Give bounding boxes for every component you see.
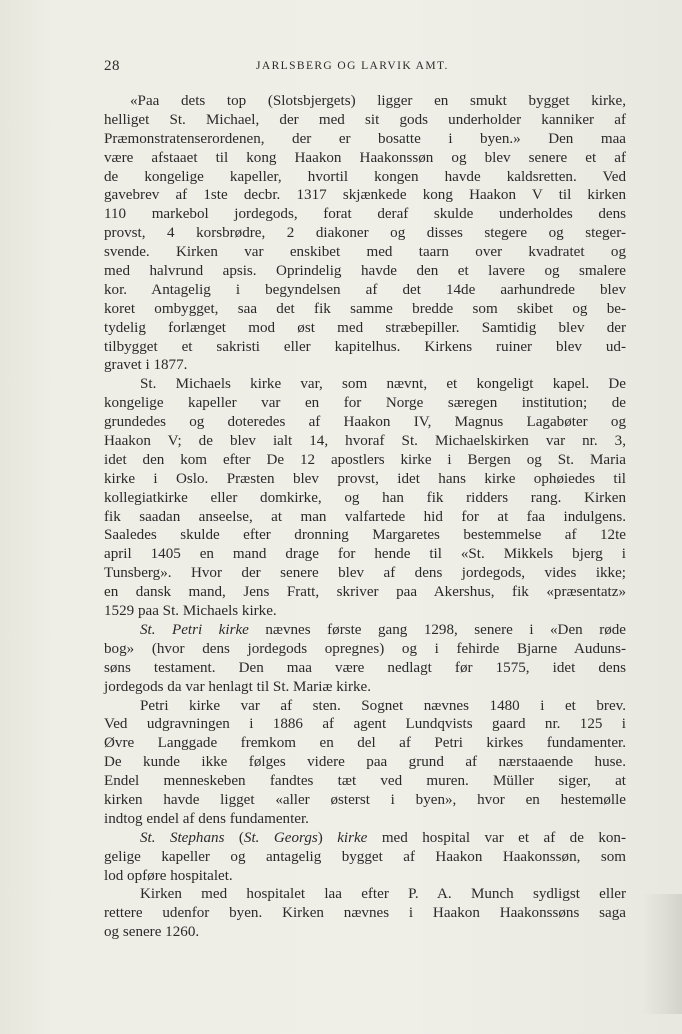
text-line: helliget St. Michael, der med sit gods underholder kanniker af [104, 111, 626, 128]
text-line: Øvre Langgade fremkom en del af Petri kirkes fundamenter. [104, 735, 626, 752]
text-line: tydelig forlænget mod øst med stræbepiller. Samtidig blev der [104, 319, 626, 336]
text-line: Kirken med hospitalet laa efter P. A. Munch sydligst eller [140, 886, 626, 903]
text-line: koret ombygget, saa det fik samme bredde som skibet og be- [104, 300, 626, 317]
text-line: fik saadan anseelse, at man valfartede hid for at faa indulgens. [104, 508, 626, 525]
page-number: 28 [104, 58, 120, 74]
text-line: St. Michaels kirke var, som nævnt, et kongeligt kapel. De [140, 376, 626, 393]
church-name-stephans: St. Stephans [140, 829, 225, 846]
text-line: og senere 1260. [104, 924, 200, 941]
church-name-petri: St. Petri kirke [140, 621, 249, 638]
running-title: JARLSBERG OG LARVIK AMT. [256, 60, 449, 72]
text-line: Præmonstratenserordenen, der er bosatte i byen.» Den maa [104, 130, 626, 147]
text-line: med halvrund apsis. Oprindelig havde den et lavere og smalere [104, 263, 626, 280]
text-line: Tunsberg». Hvor der senere blev af dens jordegods, vides ikke; [104, 565, 626, 582]
text-line: kor. Antagelig i begyndelsen af det 14de aarhundrede blev [104, 281, 626, 298]
text-line: Haakon V; de blev ialt 14, hvoraf St. Michaelskirken var nr. 3, [104, 433, 626, 450]
text-line: «Paa dets top (Slotsbjergets) ligger en smukt bygget kirke, [130, 93, 626, 109]
text-line: grundedes og doteredes af Haakon IV, Magnus Lagabøter og [104, 414, 626, 431]
text-line: de kongelige kapeller, hvortil kongen havde kaldsretten. Ved [104, 168, 626, 185]
page-header [104, 58, 624, 78]
text-line: jordegods da var henlagt til St. Mariæ kirke. [104, 678, 372, 695]
text-line: svende. Kirken var enskibet med taarn over kvadratet og [104, 244, 626, 261]
text-line: gelige kapeller og antagelig bygget af Haakon Haakonssøn, som [104, 848, 626, 865]
page-edge-shadow [642, 894, 682, 1014]
text-line: kongelige kapeller var en for Norge særegen institution; de [104, 395, 626, 412]
text-line: rettere udenfor byen. Kirken nævnes i Haakon Haakonssøns saga [104, 905, 626, 922]
text-line: søns testament. Den maa være nedlagt før 1575, idet dens [104, 659, 626, 676]
text-line: være afstaaet til kong Haakon Haakonssøn og blev senere et af [104, 149, 626, 166]
text-line: gravet i 1877. [104, 357, 188, 374]
text-line: tilbygget et sakristi eller kapitelhus. Kirkens ruiner blev ud- [104, 338, 626, 355]
text-line: kirke i Oslo. Præsten blev provst, idet hans kirke ophøiedes til [104, 470, 626, 487]
text-line: indtog endel af dens fundamenter. [104, 810, 309, 827]
text-line: april 1405 en mand drage for hende til «St. Mikkels bjerg i [104, 546, 626, 563]
text-line: gavebrev af 1ste decbr. 1317 skjænkede kong Haakon V til kirken [104, 187, 626, 204]
text-line: bog» (hvor dens jordegods opregnes) og i fehirde Bjarne Auduns- [104, 640, 626, 657]
text-line: idet den kom efter De 12 apostlers kirke i Bergen og St. Maria [104, 451, 626, 468]
text-line: 1529 paa St. Michaels kirke. [104, 603, 277, 620]
text-line: lod opføre hospitalet. [104, 867, 233, 884]
body-text [104, 92, 626, 942]
text-line: De kunde ikke følges videre paa grund af nærstaaende huse. [104, 754, 626, 771]
text-line: Saaledes skulde efter dronning Margaretes bestemmelse af 12te [104, 527, 626, 544]
text-line: Ved udgravningen i 1886 af agent Lundqvists gaard nr. 125 i [104, 716, 626, 733]
text-line: St. Petri kirke nævnes første gang 1298, senere i «Den røde [140, 621, 627, 638]
text-line: provst, 4 korsbrødre, 2 diakoner og disses stegere og steger- [104, 225, 626, 242]
text-line: Endel menneskeben fandtes tæt ved muren. Müller siger, at [104, 773, 626, 790]
text-line: 110 markebol jordegods, forat deraf skulde underholdes dens [104, 206, 626, 223]
text-line: St. Stephans (St. Georgs) kirke med hospital var et af de kon- [140, 829, 626, 846]
text-line: kirken havde ligget «aller østerst i byen», hvor en hestemølle [104, 791, 626, 808]
text-line: Petri kirke var af sten. Sognet nævnes 1480 i et brev. [140, 697, 626, 714]
text-line: kollegiatkirke eller domkirke, og han fik ridders rang. Kirken [104, 489, 626, 506]
text-line: en dansk mand, Jens Fratt, skriver paa Akershus, fik «præsentatz» [104, 584, 626, 601]
